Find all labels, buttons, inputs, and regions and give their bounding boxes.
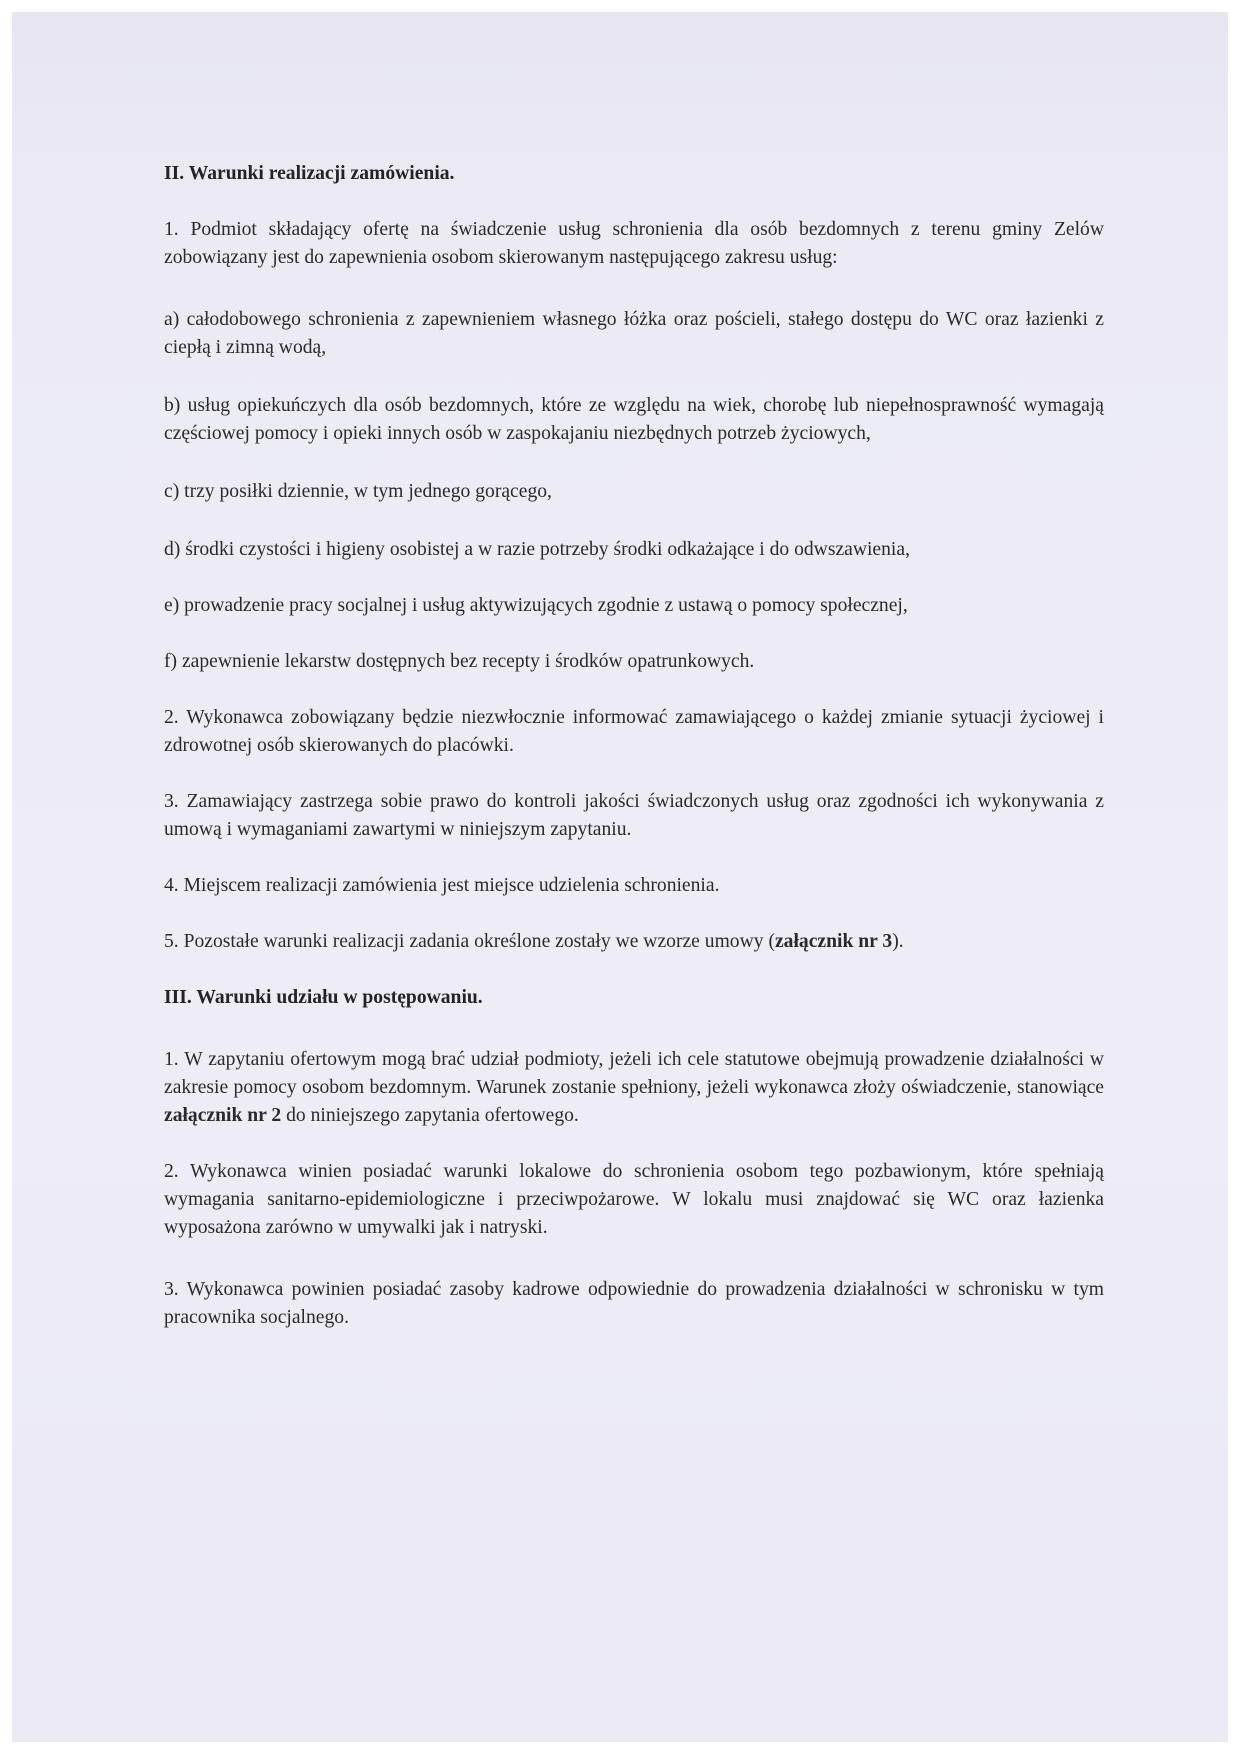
section-ii-paragraph-2: 2. Wykonawca zobowiązany będzie niezwłocznie informować zamawiającego o każdej zmianie sytuacji życiowej i zdrowotnej osób skierowanych do placówki. [164,707,1104,756]
attachment-reference: załącznik nr 3 [774,931,893,952]
list-item-e: e) prowadzenie pracy socjalnej i usług aktywizujących zgodnie z ustawą o pomocy społecznej, [164,595,908,616]
section-ii-paragraph-1: 1. Podmiot składający ofertę na świadczenie usług schronienia dla osób bezdomnych z terenu gminy Zelów zobowiązany jest do zapewnienia osobom skierowanym następującego zakresu usług: [164,219,1104,268]
section-iii-paragraph-3: 3. Wykonawca powinien posiadać zasoby kadrowe odpowiednie do prowadzenia działalności w schronisku w tym pracownika socjalnego. [164,1279,1104,1328]
paragraph-text: do niniejszego zapytania ofertowego. [281,1105,579,1126]
list-item-f: f) zapewnienie lekarstw dostępnych bez recepty i środków opatrunkowych. [164,651,755,672]
paragraph-text: ). [892,931,904,952]
list-item-b: b) usług opiekuńczych dla osób bezdomnych, które ze względu na wiek, chorobę lub niepełnosprawność wymagają częściowej pomocy i opieki innych osób w zaspokajaniu niezbędnych potrzeb życiowych, [164,395,1104,444]
section-iii-paragraph-2: 2. Wykonawca winien posiadać warunki lokalowe do schronienia osobom tego pozbawionym, które spełniają wymagania sanitarno-epidemiologiczne i przeciwpożarowe. W lokalu musi znajdować się WC oraz łazienka wyposażona zarówno w umywalki jak i natryski. [164,1161,1104,1238]
section-ii-paragraph-5 [164,928,1104,956]
section-ii-heading: II. Warunki realizacji zamówienia. [164,163,455,184]
scanned-page [12,12,1228,1742]
document-body [164,160,1104,1332]
attachment-reference: załącznik nr 2 [164,1105,282,1126]
list-item-d: d) środki czystości i higieny osobistej a w razie potrzeby środki odkażające i do odwszawienia, [164,539,910,560]
paragraph-text: 5. Pozostałe warunki realizacji zadania określone zostały we wzorze umowy ( [164,931,775,952]
list-item-a: a) całodobowego schronienia z zapewnieniem własnego łóżka oraz pościeli, stałego dostępu do WC oraz łazienki z ciepłą i zimną wodą, [164,309,1104,358]
paragraph-text: 1. W zapytaniu ofertowym mogą brać udział podmioty, jeżeli ich cele statutowe obejmują prowadzenie działalności w zakresie pomocy osobom bezdomnym. Warunek zostanie spełniony, jeżeli wykonawca złoży oświadczenie, stanowiące [164,1049,1104,1098]
list-item-c: c) trzy posiłki dziennie, w tym jednego gorącego, [164,481,552,502]
section-iii-paragraph-1 [164,1046,1104,1130]
section-ii-paragraph-4: 4. Miejscem realizacji zamówienia jest miejsce udzielenia schronienia. [164,875,720,896]
section-iii-heading: III. Warunki udziału w postępowaniu. [164,987,483,1008]
section-ii-paragraph-3: 3. Zamawiający zastrzega sobie prawo do kontroli jakości świadczonych usług oraz zgodności ich wykonywania z umową i wymaganiami zawartymi w niniejszym zapytaniu. [164,791,1104,840]
